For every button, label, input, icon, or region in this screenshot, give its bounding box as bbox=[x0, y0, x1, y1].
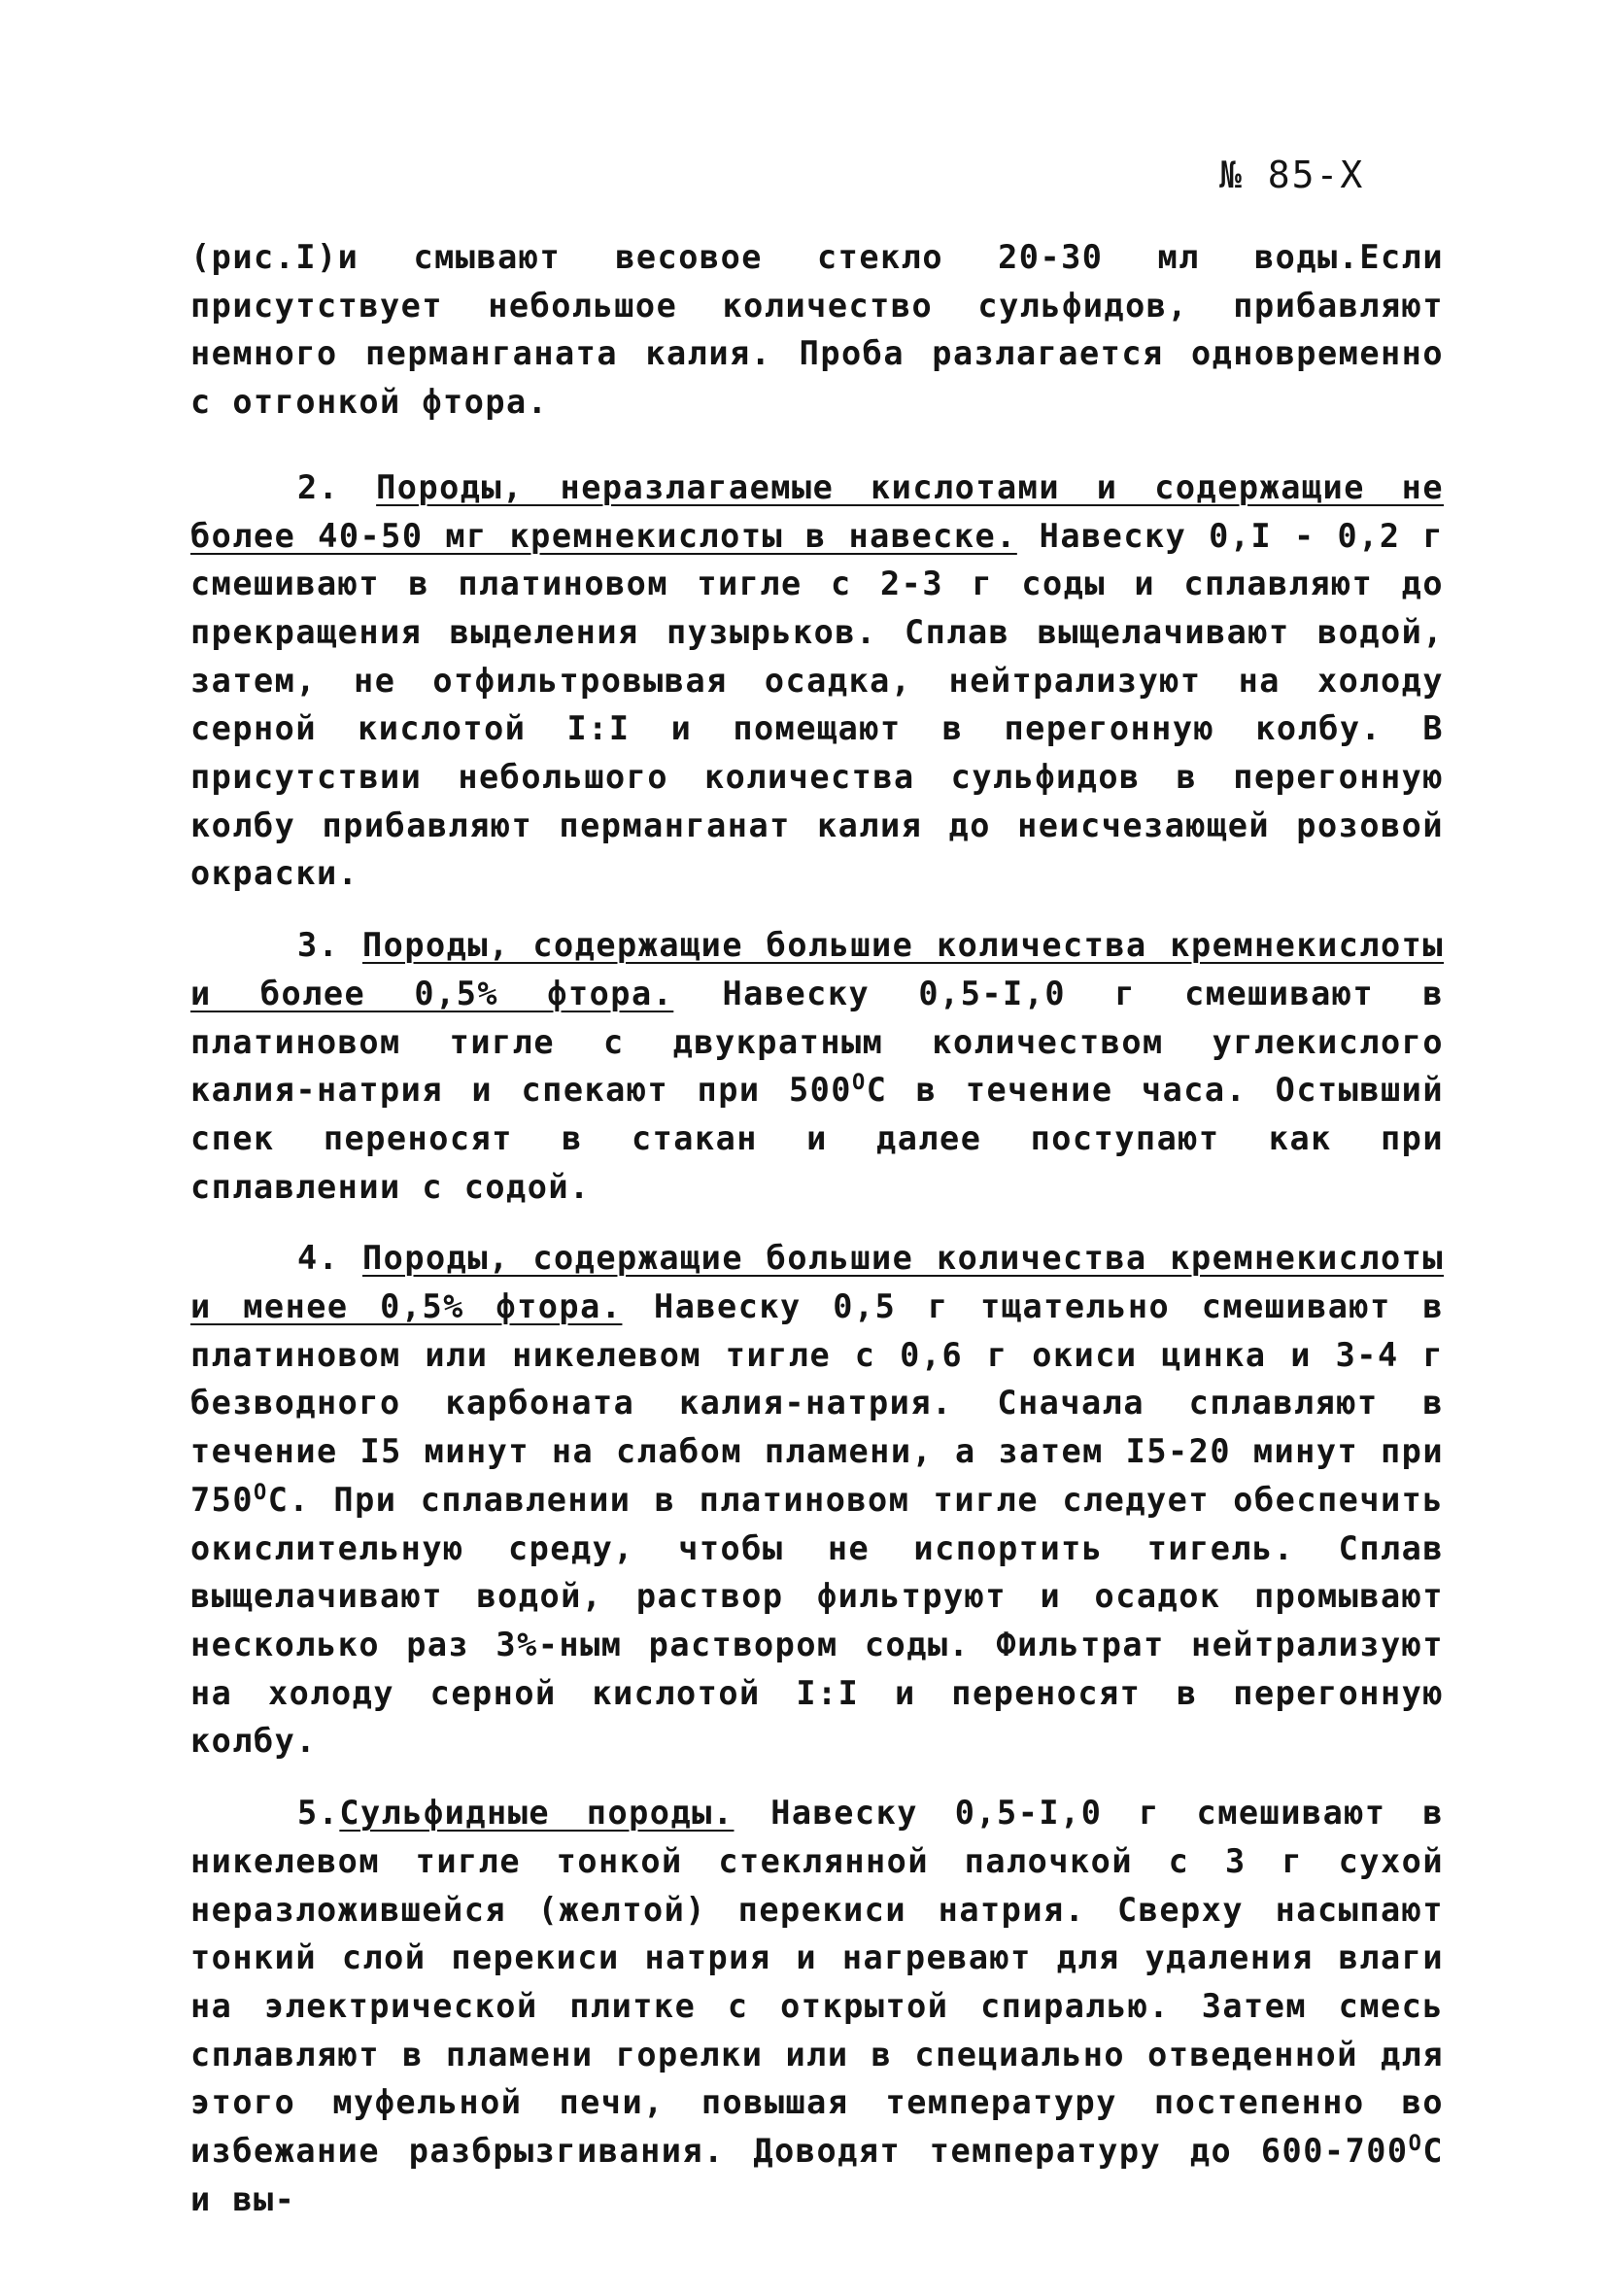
section-body-continued: С. При сплавлении в платиновом тигле следует обеспечить окислительную среду, чтобы не испортить тигель. Сплав выщелачивают водой, раствор фильтруют и осадок промывают несколько раз 3%-ным раствором соды. Фильтрат нейтрализуют на холоду серной кислотой I:I и переносят в перегонную колбу. bbox=[190, 1480, 1444, 1761]
degree-superscript: О bbox=[851, 1071, 867, 1096]
section-heading: Породы, содержащие большие количества кремнекислоты и более 0,5% фтора. bbox=[190, 926, 1445, 1012]
section-body-continued: С и вы- bbox=[190, 2132, 1444, 2218]
degree-superscript: О bbox=[254, 1480, 268, 1505]
section-body-continued: С в течение часа. Остывший спек переносят в стакан и далее поступают как при сплавлении с содой. bbox=[190, 1071, 1445, 1206]
section-number: 4. bbox=[297, 1239, 340, 1278]
section-body: Навеску 0,5-I,0 г смешивают в платиновом тигле с двукратным количеством углекислого калия-натрия и спекают при 500 bbox=[190, 974, 1444, 1110]
section-number: 5. bbox=[297, 1794, 340, 1833]
section-number: 3. bbox=[297, 926, 340, 965]
section-2 bbox=[190, 463, 1444, 898]
document-body bbox=[190, 233, 1444, 2223]
section-heading: Породы, неразлагаемые кислотами и содержащие не более 40-50 мг кремнекислоты в навеске. bbox=[190, 467, 1444, 555]
section-heading: Породы, содержащие большие количества кремнекислоты и менее 0,5% фтора. bbox=[190, 1239, 1445, 1326]
section-4 bbox=[190, 1234, 1444, 1765]
page-number: № 85-Х bbox=[1219, 154, 1365, 196]
section-body: Навеску 0,I - 0,2 г смешивают в платиновом тигле с 2-3 г соды и сплавляют до прекращения выделения пузырьков. Сплав выщелачивают водой, затем, не отфильтровывая осадка, нейтрализуют на холоду серной кислотой I:I и помещают в перегонную колбу. В присутствии небольшого количества сульфидов в перегонную колбу прибавляют перманганат калия до неисчезающей розовой окраски. bbox=[190, 516, 1444, 893]
section-number: 2. bbox=[297, 467, 340, 506]
section-body: Навеску 0,5 г тщательно смешивают в платиновом или никелевом тигле с 0,6 г окиси цинка и 3-4 г безводного карбоната калия-натрия. Сначала сплавляют в течение I5 минут на слабом пламени, а затем I5-20 минут при 750 bbox=[190, 1287, 1445, 1519]
section-5 bbox=[190, 1789, 1444, 2223]
degree-superscript: О bbox=[1408, 2131, 1423, 2156]
section-heading: Сульфидные породы. bbox=[339, 1794, 735, 1833]
section-3 bbox=[190, 921, 1444, 1211]
section-body: Навеску 0,5-I,0 г смешивают в никелевом тигле тонкой стеклянной палочкой с 3 г сухой неразложившейся (желтой) перекиси натрия. Сверху насыпают тонкий слой перекиси натрия и нагревают для удаления влаги на электрической плитке с открытой спиралью. Затем смесь сплавляют в пламени горелки или в специально отведенной для этого муфельной печи, повышая температуру постепенно во избежание разбрызгивания. Доводят температуру до 600-700 bbox=[190, 1794, 1444, 2171]
intro-paragraph: (рис.I)и смывают весовое стекло 20-30 мл воды.Если присутствует небольшое количество сульфидов, прибавляют немного перманганата калия. Проба разлагается одновременно с отгонкой фтора. bbox=[190, 238, 1444, 422]
